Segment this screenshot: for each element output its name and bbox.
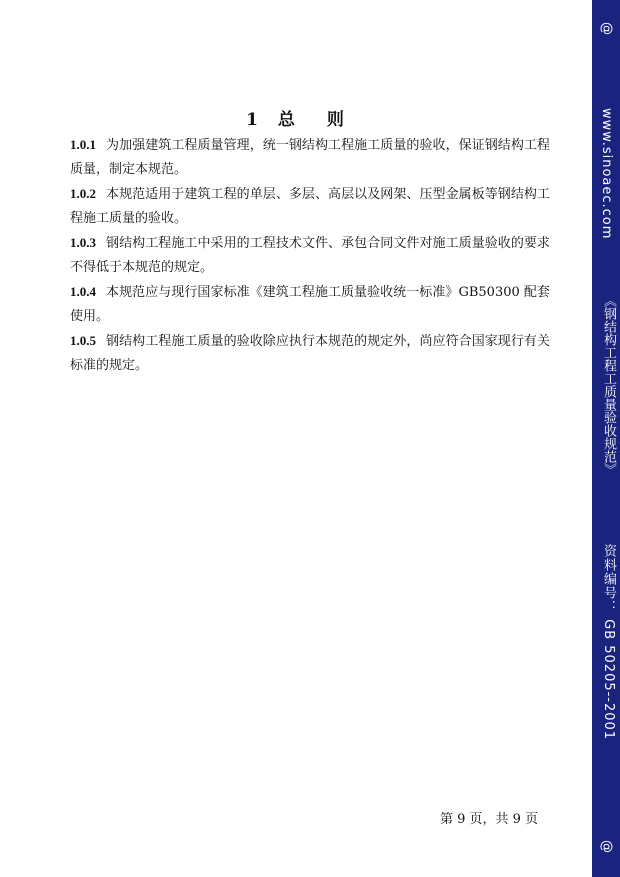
chapter-title-char-2: 则 [326, 110, 346, 130]
clause-item [70, 280, 550, 329]
clause-number: 1.0.5 [70, 333, 96, 348]
clause-text: 为加强建筑工程质量管理，统一钢结构工程施工质量的验收，保证钢结构工程质量，制定本规范。 [70, 138, 550, 177]
page-footer: 第 9 页，共 9 页 [440, 812, 539, 827]
clause-text: 本规范适用于建筑工程的单层、多层、高层以及网架、压型金属板等钢结构工程施工质量的验收。 [70, 187, 550, 226]
clause-number: 1.0.3 [70, 235, 96, 250]
sidebar-url: www.sinoaec.com [599, 108, 614, 240]
chapter-title [0, 105, 592, 130]
clause-text: 钢结构工程施工质量的验收除应执行本规范的规定外，尚应符合国家现行有关标准的规定。 [70, 334, 550, 373]
sidebar-doc-code: 资料编号： GB 50205--2001 [601, 544, 616, 741]
sidebar-watermark [592, 0, 620, 877]
clause-text: 钢结构工程施工中采用的工程技术文件、承包合同文件对施工质量验收的要求不得低于本规范的规定。 [70, 236, 550, 275]
chapter-title-char-1: 总 [277, 110, 297, 130]
clause-item [70, 231, 550, 280]
clause-item [70, 182, 550, 231]
chapter-number: 1 [246, 110, 260, 130]
clause-number: 1.0.4 [70, 284, 96, 299]
sidebar-doc-name: 《钢结构工程工质量验收规范》 [601, 294, 616, 476]
at-sign-bottom: @ [599, 840, 614, 854]
clause-text: 本规范应与现行国家标准《建筑工程施工质量验收统一标准》GB50300 配套使用。 [70, 285, 550, 324]
clause-list [70, 133, 550, 378]
clause-number: 1.0.2 [70, 186, 96, 201]
clause-item [70, 329, 550, 378]
clause-number: 1.0.1 [70, 137, 96, 152]
at-sign-top: @ [599, 22, 614, 36]
clause-item [70, 133, 550, 182]
